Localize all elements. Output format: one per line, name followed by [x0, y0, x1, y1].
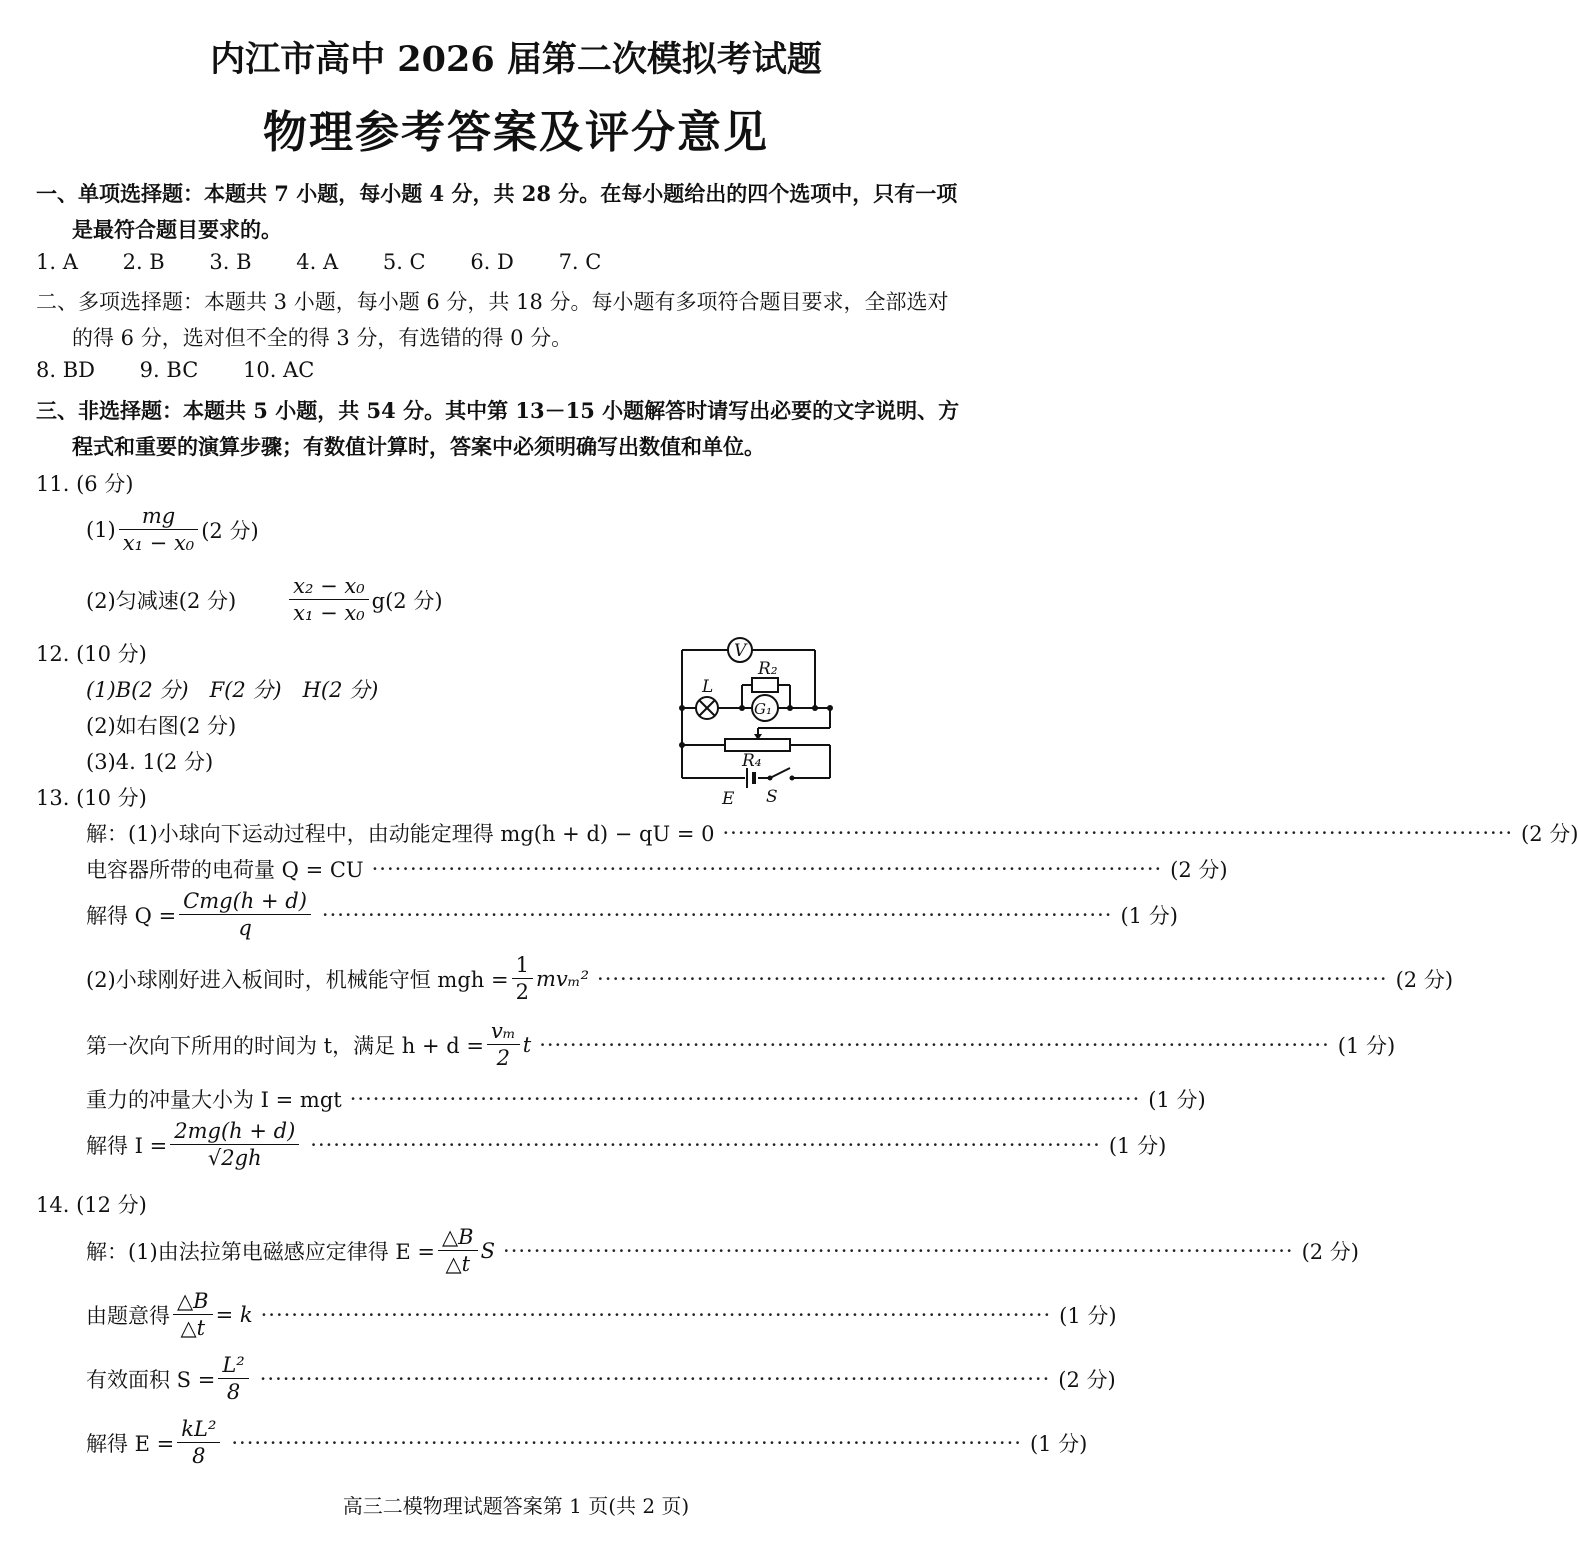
q11-part1-den: x₁ − x₀ [122, 531, 195, 555]
q13-step3-den: q [238, 916, 252, 940]
q13-step4-score: (2 分) [1395, 967, 1454, 992]
q14-step2-fraction [173, 1288, 213, 1341]
q14-step3-den: 8 [226, 1380, 241, 1404]
q12-part2: (2)如右图(2 分) [86, 714, 237, 738]
q11-part1-prefix: (1) [86, 517, 116, 542]
q13-step6-text: 重力的冲量大小为 I = mgt [86, 1088, 342, 1112]
q13-step5-den: 2 [496, 1046, 511, 1070]
battery-label: E [722, 789, 735, 809]
r2-label: R₂ [758, 659, 778, 679]
q13-step5-fraction [487, 1018, 520, 1071]
q13-step2-text: 电容器所带的电荷量 Q = CU [86, 858, 364, 882]
leader-dots: ······································································································· [597, 966, 1388, 991]
leader-dots: ······································································································· [539, 1032, 1330, 1057]
q14-step2-den: △t [180, 1316, 206, 1340]
q13-step5-prefix: 第一次向下所用的时间为 t，满足 h + d = [86, 1033, 484, 1058]
answer-10: 10. AC [242, 358, 315, 382]
q14-step4-score: (1 分) [1029, 1431, 1088, 1456]
lamp-label: L [702, 677, 714, 697]
q13-step4-tail: mvₘ² [535, 966, 590, 991]
section1-answers [36, 250, 639, 274]
q13-step3-fraction [179, 888, 311, 941]
q14-step4-prefix: 解得 E = [86, 1431, 175, 1456]
q14-step1-fraction [438, 1224, 478, 1277]
q13-label: 13. (10 分) [36, 786, 147, 810]
exam-title: 内江市高中 2026 届第二次模拟考试题 [210, 39, 822, 80]
q13-step7 [86, 1118, 1167, 1171]
q11-part2-fraction [289, 573, 368, 626]
q13-step1-text: 解：(1)小球向下运动过程中，由动能定理得 mg(h + d) − qU = 0 [86, 822, 715, 846]
leader-dots: ······································································································· [259, 1366, 1051, 1391]
leader-dots: ······································································································· [231, 1430, 1022, 1455]
q12-part3: (3)4. 1(2 分) [86, 750, 214, 774]
answer-6: 6. D [470, 250, 514, 274]
q12-part1: (1)B(2 分) F(2 分) H(2 分) [86, 678, 379, 702]
q13-step3-prefix: 解得 Q = [86, 903, 177, 928]
q13-step3-num: Cmg(h + d) [179, 888, 311, 915]
q11-part2-tail: g(2 分) [371, 588, 443, 613]
answer-1: 1. A [36, 250, 78, 274]
q13-step4-fraction [512, 952, 533, 1005]
q11-part1 [86, 503, 259, 556]
q11-part2-prefix: (2)匀减速(2 分) [86, 588, 237, 613]
q14-label: 14. (12 分) [36, 1193, 147, 1217]
q14-step3-score: (2 分) [1058, 1367, 1116, 1392]
answer-4: 4. A [296, 250, 339, 274]
leader-dots: ······································································································· [260, 1302, 1052, 1327]
q13-step1 [86, 818, 1578, 848]
q13-step6 [86, 1084, 1206, 1114]
q14-step3 [86, 1352, 1116, 1405]
q14-step2-tail: = k [215, 1302, 253, 1327]
q13-step2-score: (2 分) [1170, 858, 1228, 882]
q11-part1-fraction [119, 503, 198, 556]
page-footer: 高三二模物理试题答案第 1 页(共 2 页) [342, 1494, 690, 1518]
q13-step7-score: (1 分) [1108, 1133, 1167, 1158]
q11-label: 11. (6 分) [36, 472, 134, 496]
leader-dots: ······································································································· [310, 1132, 1101, 1157]
q14-step4-den: 8 [192, 1444, 206, 1468]
galvanometer-label: G₁ [754, 700, 772, 718]
q13-step4-num: 1 [512, 952, 533, 979]
q11-part2-num: x₂ − x₀ [289, 573, 368, 600]
section2-heading: 二、多项选择题：本题共 3 小题，每小题 6 分，共 18 分。每小题有多项符合题目要求，全部选对 [36, 290, 949, 314]
leader-dots: ······································································································· [722, 821, 1514, 845]
section3-heading-cont: 程式和重要的演算步骤；有数值计算时，答案中必须明确写出数值和单位。 [72, 434, 765, 459]
q13-step7-den: √2gh [207, 1146, 262, 1170]
q11-part1-num: mg [119, 503, 198, 530]
answer-9: 9. BC [139, 358, 199, 382]
q13-step3-score: (1 分) [1120, 903, 1178, 928]
q13-step4-den: 2 [515, 980, 529, 1004]
q14-step1-prefix: 解：(1)由法拉第电磁感应定律得 E = [86, 1239, 436, 1264]
q11-part2 [86, 573, 443, 626]
q14-step1 [86, 1224, 1359, 1277]
q13-step5 [86, 1018, 1396, 1071]
leader-dots: ······································································································· [349, 1087, 1141, 1111]
section2-heading-cont: 的得 6 分，选对但不全的得 3 分，有选错的得 0 分。 [72, 326, 573, 350]
q14-step3-num: L² [218, 1352, 248, 1379]
q14-step1-den: △t [445, 1252, 471, 1276]
q14-step1-num: △B [438, 1224, 478, 1251]
q13-step7-fraction [170, 1118, 299, 1171]
q13-step5-score: (1 分) [1337, 1033, 1396, 1058]
q14-step4-num: kL² [177, 1416, 220, 1443]
leader-dots: ······································································································· [321, 902, 1113, 927]
q14-step4-fraction [177, 1416, 220, 1469]
q14-step1-tail: S [480, 1238, 496, 1263]
q13-step4-prefix: (2)小球刚好进入板间时，机械能守恒 mgh = [86, 967, 509, 992]
section2-answers [36, 358, 352, 382]
section1-heading-cont: 是最符合题目要求的。 [72, 217, 282, 242]
section3-heading: 三、非选择题：本题共 5 小题，共 54 分。其中第 13－15 小题解答时请写出必要的文字说明、方 [36, 398, 960, 423]
q14-step3-prefix: 有效面积 S = [86, 1367, 216, 1392]
leader-dots: ······································································································· [503, 1238, 1294, 1263]
circuit-diagram [670, 630, 840, 810]
q13-step7-num: 2mg(h + d) [170, 1118, 299, 1145]
q13-step6-score: (1 分) [1148, 1088, 1206, 1112]
q14-step2-num: △B [173, 1288, 213, 1315]
q14-step1-score: (2 分) [1301, 1239, 1359, 1264]
q11-part2-den: x₁ − x₀ [293, 601, 365, 625]
answer-2: 2. B [122, 250, 165, 274]
voltmeter-label: V [734, 641, 747, 661]
leader-dots: ······································································································· [371, 857, 1163, 881]
answer-5: 5. C [382, 250, 426, 274]
q11-part1-score: (2 分) [201, 518, 259, 543]
q13-step5-num: vₘ [487, 1018, 520, 1045]
q13-step4 [86, 952, 1454, 1005]
switch-label: S [766, 787, 778, 807]
q12-label: 12. (10 分) [36, 642, 147, 666]
q14-step2 [86, 1288, 1117, 1341]
q13-step3 [86, 888, 1178, 941]
answer-key-title: 物理参考答案及评分意见 [263, 107, 769, 158]
q13-step5-tail: t [522, 1032, 532, 1057]
q14-step2-score: (1 分) [1059, 1303, 1117, 1328]
r4-label: R₄ [742, 751, 762, 771]
q13-step2 [86, 854, 1228, 884]
answer-3: 3. B [209, 250, 252, 274]
q14-step2-prefix: 由题意得 [86, 1303, 170, 1328]
q13-step1-score: (2 分) [1521, 822, 1578, 846]
q14-step4 [86, 1416, 1088, 1469]
answer-8: 8. BD [36, 358, 95, 382]
answer-7: 7. C [558, 250, 602, 274]
q13-step7-prefix: 解得 I = [86, 1133, 168, 1158]
q14-step3-fraction [218, 1352, 248, 1405]
section1-heading: 一、单项选择题：本题共 7 小题，每小题 4 分，共 28 分。在每小题给出的四个选项中，只有一项 [36, 181, 958, 206]
